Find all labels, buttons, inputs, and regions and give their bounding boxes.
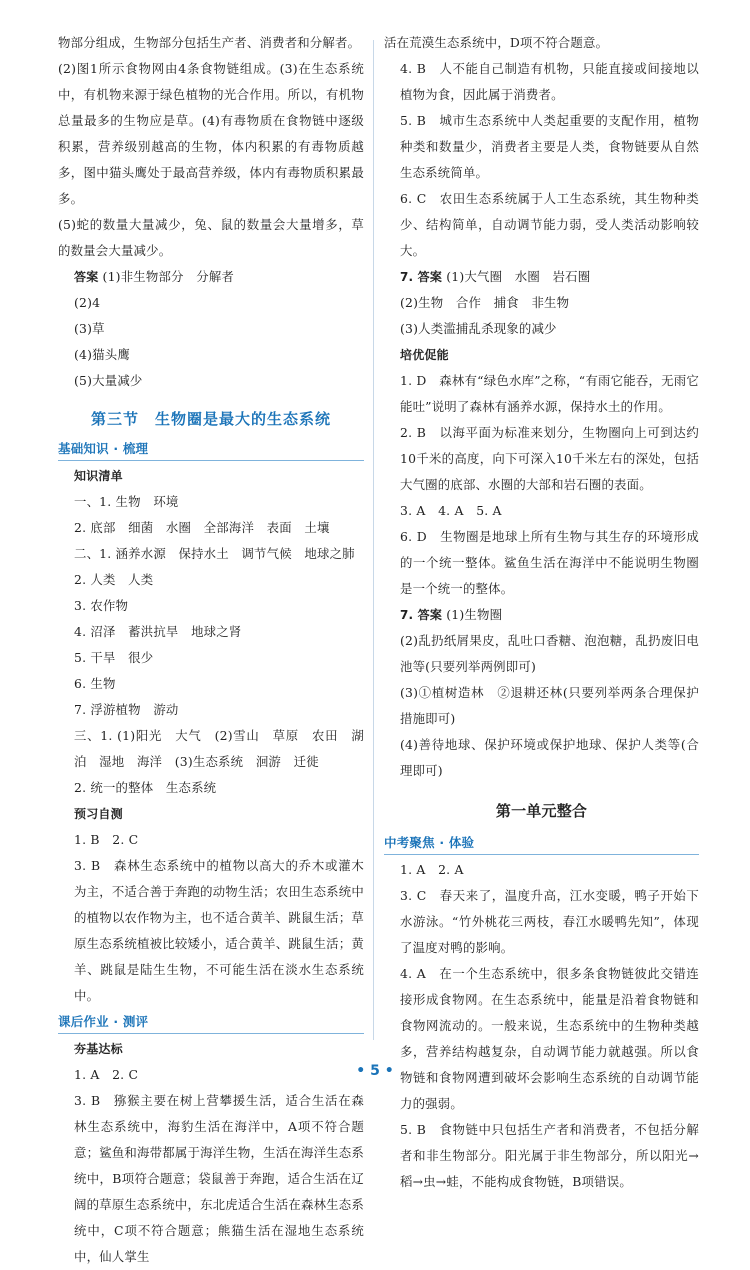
knowledge-list-label: 知识清单 (74, 469, 123, 483)
section-title: 第三节 生物圈是最大的生态系统 (90, 410, 331, 428)
answer-text: (1)生物圈 (446, 607, 503, 622)
answer-label: 7. 答案 (400, 270, 443, 284)
list-item: 1. D 森林有“绿色水库”之称，“有雨它能吞，无雨它能吐”说明了森林有涵养水源，保持水土的作用。 (400, 373, 699, 414)
list-item: 4. B 人不能自己制造有机物，只能直接或间接地以植物为食，因此属于消费者。 (400, 61, 699, 102)
answer-line: (4)善待地球、保护环境或保护地球、保护人类等(合理即可) (400, 737, 699, 778)
list-item: 3. B 森林生态系统中的植物以高大的乔木或灌木为主，不适合善于奔跑的动物生活；农田生态系统中的植物以农作物为主，也不适合黄羊、跳鼠生活；草原生态系统植被比较矮小，适合黄羊、跳鼠生活；黄羊、跳鼠是陆生生物，不可能生活在淡水生态系统中。 (74, 858, 364, 1003)
list-item: 3. A 4. A 5. A (400, 503, 502, 518)
list-item: 1. A 2. A (400, 862, 464, 877)
left-column (58, 30, 364, 1270)
list-item: 2. 统一的整体 生态系统 (74, 780, 217, 795)
list-item: 1. A 2. C (74, 1067, 139, 1082)
list-item: 5. 干旱 很少 (74, 650, 154, 665)
answer-line: (2)4 (74, 295, 101, 310)
list-item: 二、1. 涵养水源 保持水土 调节气候 地球之肺 (74, 546, 355, 561)
preview-test-label: 预习自测 (74, 807, 123, 821)
answer-line: (3)①植树造林 ②退耕还林(只要列举两条合理保护措施即可) (400, 685, 699, 726)
answer-line: (4)猫头鹰 (74, 347, 130, 362)
list-item: 5. B 城市生态系统中人类起重要的支配作用，植物种类和数量少，消费者主要是人类，食物链要从自然生态系统简单。 (400, 113, 699, 180)
list-item: 6. D 生物圈是地球上所有生物与其生存的环境形成的一个统一整体。鲨鱼生活在海洋中不能说明生物圈是一个统一的整体。 (400, 529, 699, 596)
homework-heading: 课后作业 · 测评 (58, 1011, 364, 1034)
cultivate-label: 培优促能 (400, 348, 449, 362)
answer-line: (2)生物 合作 捕食 非生物 (400, 295, 570, 310)
answer-line (58, 264, 364, 290)
unit-title: 第一单元整合 (495, 802, 588, 820)
list-item: 2. B 以海平面为标准来划分，生物圈向上可到达约10千米的高度，向下可深入10千米左右的深处，包括大气圈的底部、水圈的大部和岩石圈的表面。 (400, 425, 699, 492)
reach-standard-label: 夯基达标 (74, 1042, 123, 1056)
list-item: 6. 生物 (74, 676, 116, 691)
list-item: 1. B 2. C (74, 832, 139, 847)
right-column (384, 30, 699, 1195)
answer-line: (3)人类滥捕乱杀现象的减少 (400, 321, 557, 336)
paragraph: 物部分组成，生物部分包括生产者、消费者和分解者。 (58, 35, 361, 50)
answer-line: (2)乱扔纸屑果皮，乱吐口香糖、泡泡糖，乱扔废旧电池等(只要列举两例即可) (400, 633, 699, 674)
list-item: 2. 底部 细菌 水圈 全部海洋 表面 土壤 (74, 520, 330, 535)
exam-focus-heading: 中考聚焦 · 体验 (384, 832, 699, 855)
list-item: 3. C 春天来了，温度升高，江水变暖，鸭子开始下水游泳。“竹外桃花三两枝，春江水暖鸭先知”，体现了温度对鸭的影响。 (400, 888, 699, 955)
list-item: 2. 人类 人类 (74, 572, 154, 587)
answer-line: (3)草 (74, 321, 105, 336)
answer-text: (1)大气圈 水圈 岩石圈 (446, 269, 591, 284)
list-item: 7. 浮游植物 游动 (74, 702, 179, 717)
page-number: • 5 • (356, 1063, 394, 1079)
list-item: 3. B 猕猴主要在树上营攀援生活，适合生活在森林生态系统中，海豹生活在海洋中，A项不符合题意；鲨鱼和海带都属于海洋生物，生活在海洋生态系统中，B项符合题意；袋鼠善于奔跑，适合生活在辽阔的草原生态系统中，东北虎适合生活在森林生态系统中，C项不符合题意；熊猫生活在湿地生态系统中，仙人掌生 (74, 1093, 364, 1264)
list-item: 4. A 在一个生态系统中，很多条食物链彼此交错连接形成食物网。在生态系统中，能量是沿着食物链和食物网流动的。一般来说，生态系统中的生物种类越多，营养结构越复杂，自动调节能力就越强。所以食物链和食物网遭到破坏会影响生态系统的自动调节能力的强弱。 (400, 966, 699, 1111)
list-item: 4. 沼泽 蓄洪抗旱 地球之肾 (74, 624, 242, 639)
list-item: 三、1. (1)阳光 大气 (2)雪山 草原 农田 湖泊 湿地 海洋 (3)生态系统 洄游 迁徙 (74, 728, 364, 769)
answer-label: 7. 答案 (400, 608, 443, 622)
paragraph: 活在荒漠生态系统中，D项不符合题意。 (384, 35, 609, 50)
list-item: 5. B 食物链中只包括生产者和消费者，不包括分解者和非生物部分。阳光属于非生物部分，所以阳光→稻→虫→蛙，不能构成食物链，B项错误。 (400, 1122, 699, 1189)
paragraph: (5)蛇的数量大量减少，兔、鼠的数量会大量增多，草的数量会大量减少。 (58, 217, 364, 258)
list-item: 3. 农作物 (74, 598, 129, 613)
basic-knowledge-heading: 基础知识 · 梳理 (58, 438, 364, 461)
column-divider (373, 40, 374, 1040)
answer-line: (5)大量减少 (74, 373, 143, 388)
list-item: 一、1. 生物 环境 (74, 494, 179, 509)
list-item: 6. C 农田生态系统属于人工生态系统，其生物种类少、结构简单，自动调节能力弱，受人类活动影响较大。 (400, 191, 699, 258)
answer-text: (1)非生物部分 分解者 (102, 269, 235, 284)
answer-line (384, 264, 699, 290)
answer-line (384, 602, 699, 628)
paragraph: (2)图1所示食物网由4条食物链组成。(3)在生态系统中，有机物来源于绿色植物的光合作用。所以，有机物总量最多的生物应是草。(4)有毒物质在食物链中逐级积累，营养级别越高的生物，体内积累的有毒物质越多，图中猫头鹰处于最高营养级，体内有毒物质积累最多。 (58, 61, 364, 206)
answer-label: 答案 (74, 270, 99, 284)
